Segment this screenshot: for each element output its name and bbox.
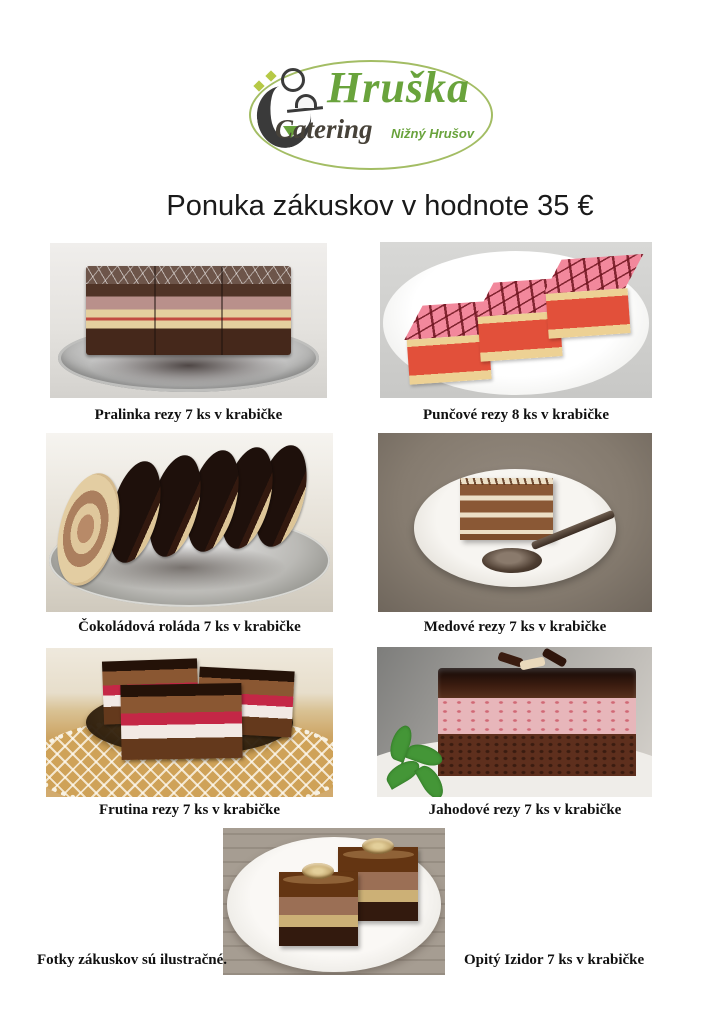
page-title: Ponuka zákuskov v hodnote 35 €	[166, 190, 594, 222]
caption-medove: Medové rezy 7 ks v krabičke	[423, 619, 607, 635]
strawberry-mousse-layer	[438, 698, 636, 734]
logo-location-text: Nižný Hrušov	[391, 126, 475, 141]
honey-layer-slice	[460, 478, 553, 541]
caption-puncove: Punčové rezy 8 ks v krabičke	[423, 407, 609, 423]
chocolate-sponge-layer	[438, 734, 636, 776]
frutina-slice	[120, 683, 242, 760]
chocolate-drizzle-decoration	[460, 478, 553, 486]
punch-slice	[543, 255, 630, 339]
white-drizzle-decoration	[86, 266, 291, 284]
waiter-head-shape	[281, 68, 305, 92]
photo-cokoladova-rolada	[46, 433, 333, 612]
chocolate-curl-decoration	[541, 647, 567, 667]
caption-pralinka: Pralinka rezy 7 ks v krabičke	[94, 407, 283, 423]
accent-diamond	[253, 80, 264, 91]
logo-catering-text: Catering	[275, 114, 373, 144]
photo-frutina-rezy	[46, 648, 333, 797]
caption-jahodove: Jahodové rezy 7 ks v krabičke	[428, 802, 622, 818]
spoon-bowl	[482, 548, 542, 573]
photo-medove-rezy	[378, 433, 652, 612]
slice-front-layers	[546, 288, 631, 339]
logo	[249, 60, 493, 170]
izidor-square	[279, 872, 359, 946]
accent-diamond	[265, 70, 276, 81]
chocolate-glaze-layer	[438, 668, 636, 698]
photo-puncove-rezy	[380, 242, 652, 398]
cloche-icon	[295, 94, 317, 108]
layered-cake-block	[86, 266, 291, 354]
caption-frutina: Frutina rezy 7 ks v krabičke	[99, 802, 280, 818]
footnote-illustrative: Fotky zákuskov sú ilustračné.	[37, 952, 228, 968]
logo-brand-text: Hruška	[327, 63, 470, 112]
caption-rolada: Čokoládová roláda 7 ks v krabičke	[78, 619, 301, 635]
caption-opity-izidor: Opitý Izidor 7 ks v krabičke	[464, 952, 645, 968]
photo-pralinka-rezy	[50, 243, 327, 398]
slice-cut-line	[154, 266, 156, 354]
slice-cut-line	[221, 266, 223, 354]
photo-jahodove-rezy	[377, 647, 652, 797]
